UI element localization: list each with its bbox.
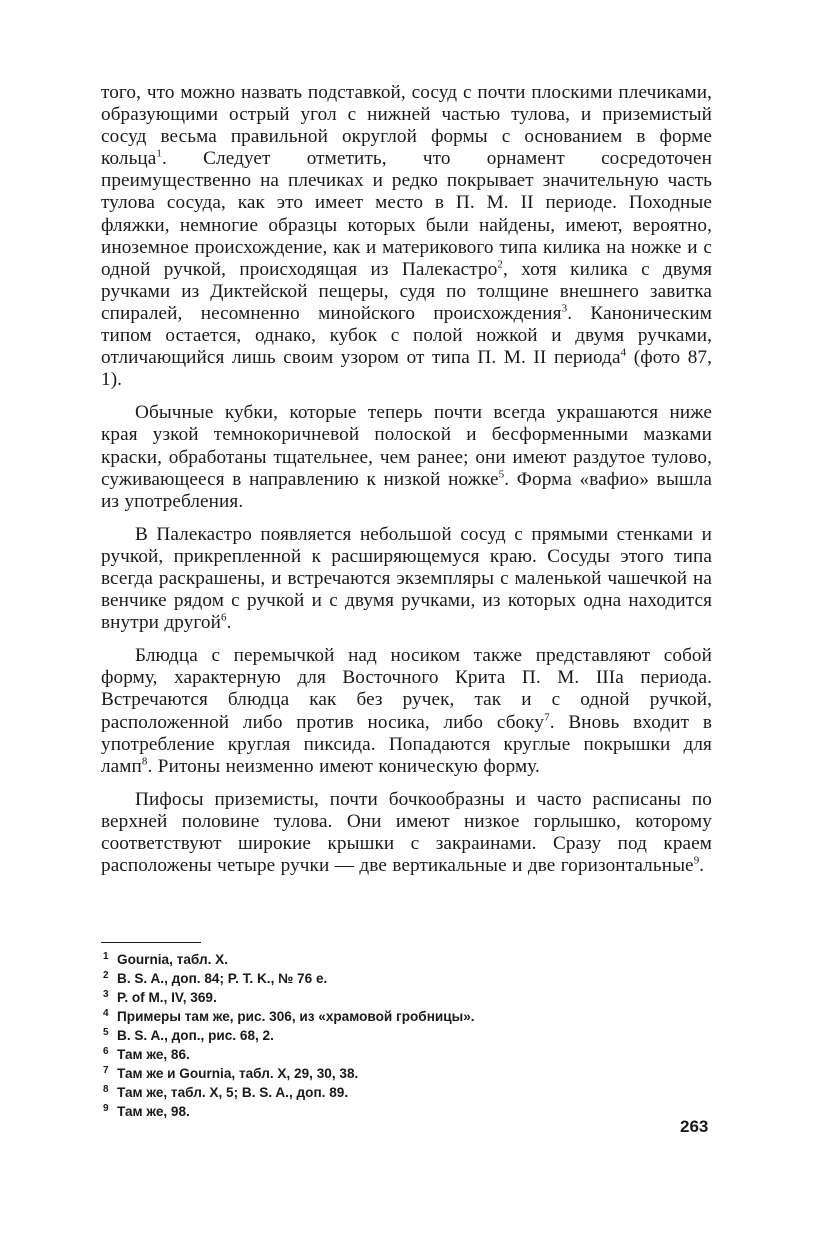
footnote-ref-9: 9: [693, 854, 700, 867]
paragraph-5-text-a: Пифосы приземисты, почти бочкообразны и часто расписаны по верхней половине тулова. Они имеют низкое горлышко, которому соответствуют широкие крышки с закраинами. Сразу под краем расположены четыре ручки — две вертикальные и две горизонтальные: [101, 788, 712, 877]
footnote-text: Там же, 86.: [117, 1047, 190, 1062]
footnote-divider: [101, 942, 201, 943]
paragraph-1-text-a: того, что можно назвать подставкой, сосуд с почти плоскими плечиками, образующими острый угол с нижней частью тулова, и приземистый сосуд весьма правильной округлой формы с основанием в форме кольца: [101, 82, 712, 170]
footnote-text: B. S. A., доп. 84; P. T. K., № 76 е.: [117, 971, 328, 986]
footnote-ref-2: 2: [497, 258, 504, 271]
paragraph-4-text-a: Блюдца с перемычкой над носиком также представляют собой форму, характерную для Восточного Крита П. М. IIIa периода. Встречаются блюдца как без ручек, так и с одной ручкой, расположенной либо против носика, либо сбоку: [101, 645, 712, 733]
paragraph-4: [101, 645, 712, 778]
footnote-text: Gournia, табл. X.: [117, 952, 228, 967]
footnote-6: [101, 1045, 712, 1064]
footnote-number: 5: [103, 1027, 109, 1038]
paragraph-1-text-e: (фото 87, 1).: [101, 347, 712, 391]
paragraph-1-text-b: . Следует отметить, что орнамент сосредоточен преимущественно на плечиках и редко покрывает значительную часть тулова сосуда, как это имеет место в П. М. II периоде. Походные фляжки, немногие образцы которых были найдены, имеют, вероятно, иноземное происхождение, как и материкового типа килика на ножке и с одной ручкой, происходящая из Палекастро: [101, 148, 712, 280]
footnote-number: 3: [103, 989, 109, 1000]
paragraph-3: [101, 524, 712, 634]
footnote-4: [101, 1007, 712, 1026]
footnote-text: Там же, табл. X, 5; B. S. A., доп. 89.: [117, 1085, 349, 1100]
footnote-ref-4: 4: [620, 346, 627, 359]
footnote-number: 8: [103, 1084, 109, 1095]
paragraph-2-text-a: Обычные кубки, которые теперь почти всегда украшаются ниже края узкой темнокоричневой полоской и бесформенными мазками краски, обработаны тщательнее, чем ранее; они имеют раздутое тулово, суживающееся в направлению к низкой ножке: [101, 402, 712, 490]
footnote-text: B. S. A., доп., рис. 68, 2.: [117, 1028, 274, 1043]
footnote-number: 4: [103, 1008, 109, 1019]
footnote-ref-5: 5: [498, 468, 505, 481]
paragraph-2: [101, 402, 712, 512]
paragraph-1-text-c: , хотя килика с двумя ручками из Диктейской пещеры, судя по толщине внешнего завитка спиралей, несомненно минойского происхождения: [101, 258, 712, 324]
page-body: [101, 82, 712, 877]
footnote-2: [101, 969, 712, 988]
footnote-text: Примеры там же, рис. 306, из «храмовой гробницы».: [117, 1009, 475, 1024]
footnote-number: 2: [103, 970, 109, 981]
footnote-number: 9: [103, 1103, 109, 1114]
paragraph-2-text-b: . Форма «вафио» вышла из употребления.: [101, 468, 712, 512]
footnote-text: P. of M., IV, 369.: [117, 990, 217, 1005]
page-number: 263: [680, 1117, 709, 1136]
paragraph-1-text-d: . Каноническим типом остается, однако, кубок с полой ножкой и двумя ручками, отличающийся лишь своим узором от типа П. М. II периода: [101, 302, 712, 369]
footnote-text: Там же и Gournia, табл. X, 29, 30, 38.: [117, 1066, 359, 1081]
footnote-ref-7: 7: [544, 711, 550, 724]
footnote-number: 7: [103, 1065, 109, 1076]
footnote-ref-8: 8: [141, 755, 148, 768]
paragraph-3-text-b: .: [226, 612, 232, 634]
paragraph-5: [101, 789, 712, 877]
footnote-8: [101, 1083, 712, 1102]
footnote-number: 1: [103, 951, 109, 962]
footnote-ref-6: 6: [220, 611, 227, 624]
footnote-7: [101, 1064, 712, 1083]
paragraph-3-text-a: В Палекастро появляется небольшой сосуд с прямыми стенками и ручкой, прикрепленной к расширяющемуся краю. Сосуды этого типа всегда раскрашены, и встречаются экземпляры с маленькой чашечкой на венчике рядом с ручкой и с двумя ручками, из которых одна находится внутри другой: [101, 523, 712, 634]
footnote-9: [101, 1102, 712, 1121]
footnote-3: [101, 988, 712, 1007]
footnote-number: 6: [103, 1046, 109, 1057]
footnote-ref-3: 3: [561, 302, 568, 315]
paragraph-5-text-b: .: [699, 855, 705, 877]
footnote-text: Там же, 98.: [117, 1104, 190, 1119]
paragraph-1: [101, 82, 712, 391]
footnote-5: [101, 1026, 712, 1045]
paragraph-4-text-b: . Вновь входит в употребление круглая пиксида. Попадаются круглые покрышки для ламп: [101, 711, 712, 777]
footnote-ref-1: 1: [156, 147, 163, 160]
paragraph-4-text-c: . Ритоны неизменно имеют коническую форму.: [147, 755, 540, 777]
footnotes: [101, 950, 712, 1121]
footnote-1: [101, 950, 712, 969]
